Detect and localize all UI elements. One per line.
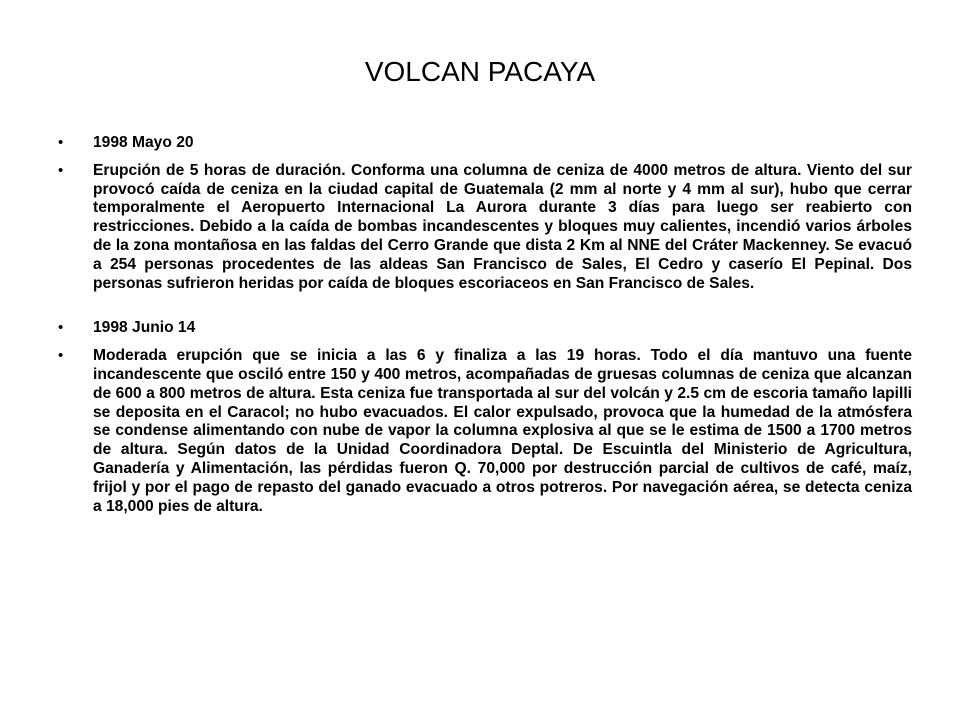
bullet-text: Erupción de 5 horas de duración. Conforma una columna de ceniza de 4000 metros de altura. Viento del sur provocó caída de ceniza en la ciudad capital de Guatemala (2 mm al norte y 4 mm al sur), hubo que cerrar temporalmente el Aeropuerto Internacional La Aurora durante 3 días para luego ser reabierto con restricciones. Debido a la caída de bombas incandescentes y bloques muy calientes, incendió varios árboles de la zona montañosa en las faldas del Cerro Grande que dista 2 Km al NNE del Cráter Mackenney. Se evacuó a 254 personas procedentes de las aldeas San Francisco de Sales, El Cedro y caserío El Pepinal. Dos personas sufrieron heridas por caída de bloques escoriaceos en San Francisco de Sales. <box>93 161 912 292</box>
bullet-item-description-2 <box>56 347 912 516</box>
bullet-text: Moderada erupción que se inicia a las 6 y finaliza a las 19 horas. Todo el día mantuvo una fuente incandescente que osciló entre 150 y 400 metros, acompañadas de gruesas columnas de ceniza que alcanzan de 600 a 800 metros de altura. Esta ceniza fue transportada al sur del volcán y 2.5 cm de escoria tamaño lapilli se deposita en el Caracol; no hubo evacuados. El calor expulsado, provoca que la humedad de la atmósfera se condense alimentando con nube de vapor la columna explosiva al que se le estima de 1500 a 1700 metros de altura. Según datos de la Unidad Coordinadora Deptal. De Escuintla del Ministerio de Agricultura, Ganadería y Alimentación, las pérdidas fueron Q. 70,000 por destrucción parcial de cultivos de café, maíz, frijol y por el pago de repasto del ganado evacuado a otros potreros. Por navegación aérea, se detecta ceniza a 18,000 pies de altura. <box>93 347 912 515</box>
bullet-text: 1998 Mayo 20 <box>93 134 194 151</box>
slide-title: VOLCAN PACAYA <box>364 56 596 87</box>
bullet-text: 1998 Junio 14 <box>93 319 196 337</box>
bullet-dot-icon: • <box>58 319 64 337</box>
bullet-item-description-1 <box>56 162 912 294</box>
bullet-item-date-2 <box>56 319 912 338</box>
bullet-dot-icon: • <box>58 347 64 365</box>
bullet-dot-icon: • <box>58 134 64 151</box>
bullet-item-date-1 <box>56 134 912 153</box>
bullet-dot-icon: • <box>58 161 64 179</box>
bullet-list <box>56 134 912 525</box>
